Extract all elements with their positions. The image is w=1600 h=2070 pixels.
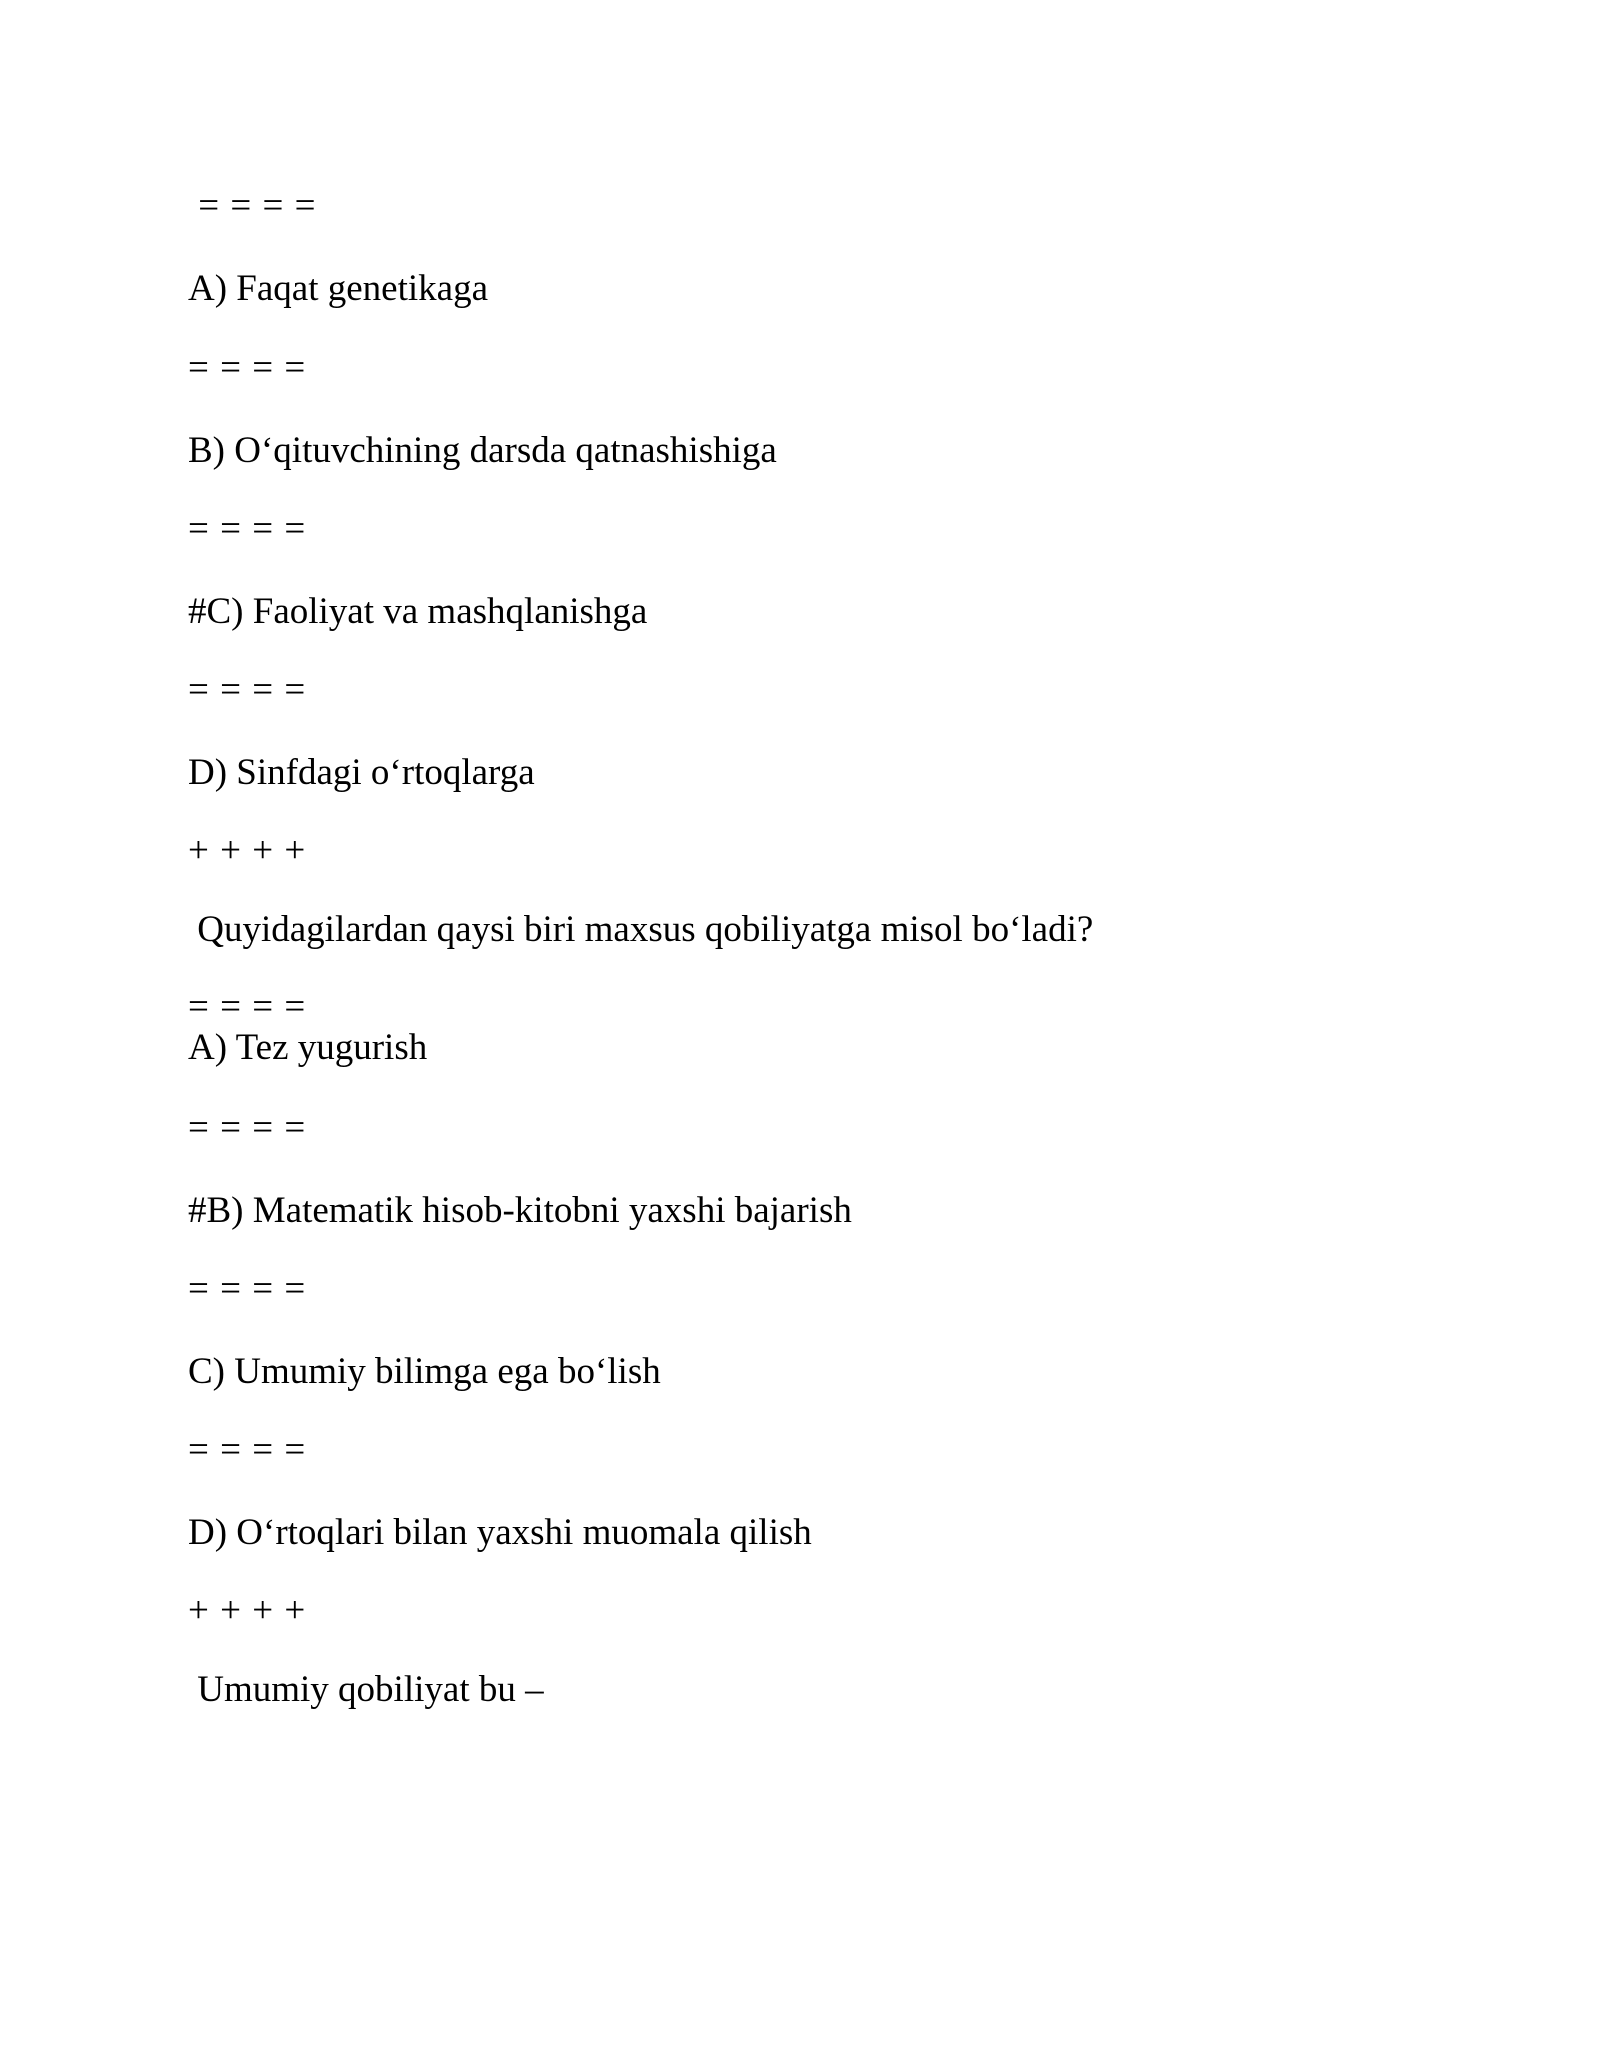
separator-line: = = = = [188, 1429, 307, 1470]
option-d: D) Sinfdagi o‘rtoqlarga [188, 752, 535, 793]
separator-line: = = = = [188, 185, 317, 226]
option-b-correct: #B) Matematik hisob-kitobni yaxshi bajarish [188, 1190, 852, 1231]
separator-line: = = = = [188, 1268, 307, 1309]
option-d: D) O‘rtoqlari bilan yaxshi muomala qilish [188, 1512, 812, 1553]
separator-line: = = = = [188, 347, 307, 388]
question-text: Umumiy qobiliyat bu – [188, 1669, 544, 1710]
question-separator: + + + + [188, 1590, 307, 1631]
option-c-correct: #C) Faoliyat va mashqlanishga [188, 591, 648, 632]
option-b: B) O‘qituvchining darsda qatnashishiga [188, 430, 777, 471]
option-a: A) Tez yugurish [188, 1027, 428, 1068]
question-separator: + + + + [188, 830, 307, 871]
option-a: A) Faqat genetikaga [188, 268, 488, 309]
option-c: C) Umumiy bilimga ega bo‘lish [188, 1351, 661, 1392]
question-text: Quyidagilardan qaysi biri maxsus qobiliyatga misol bo‘ladi? [188, 909, 1094, 950]
separator-line: = = = = [188, 508, 307, 549]
separator-line: = = = = [188, 669, 307, 710]
separator-line: = = = = [188, 986, 307, 1027]
separator-line: = = = = [188, 1107, 307, 1148]
